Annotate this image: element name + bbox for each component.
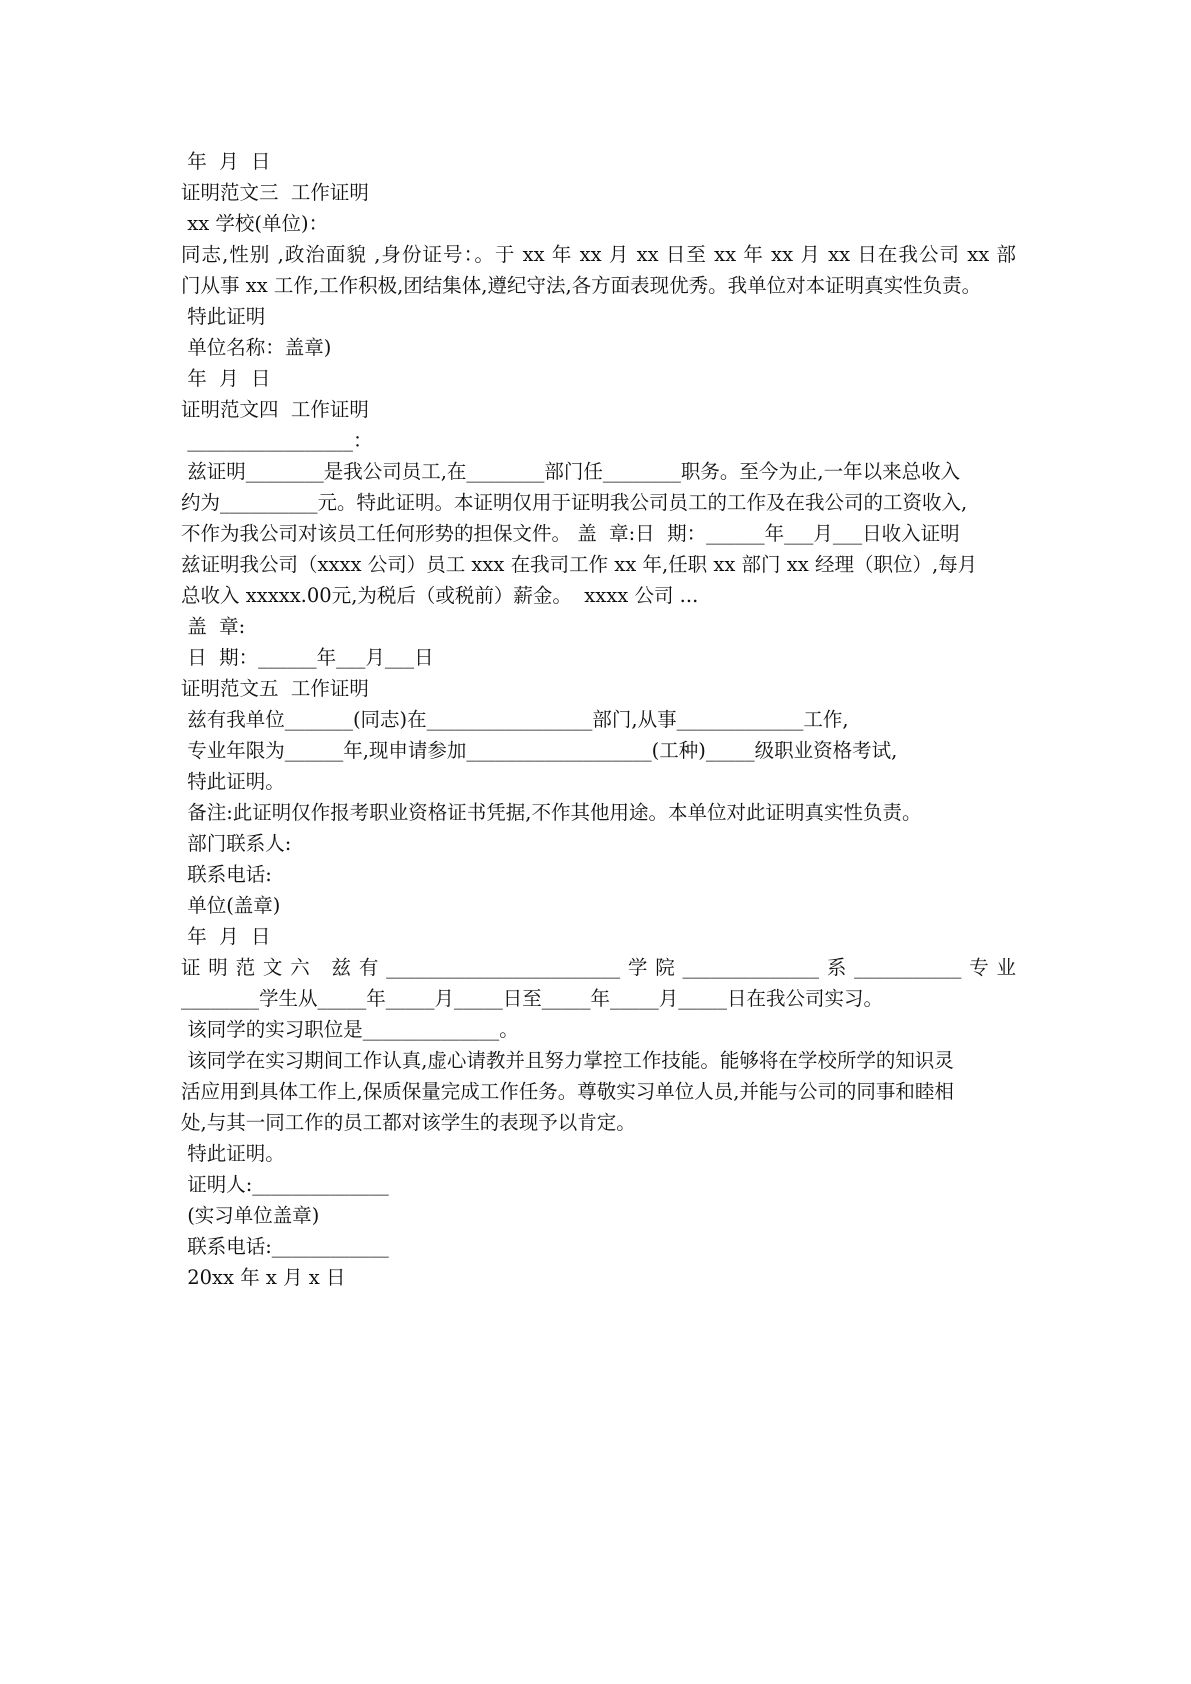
closing-line: 特此证明 <box>181 305 266 328</box>
document-body <box>181 146 1016 1293</box>
paragraph-line: 专业年限为______年,现申请参加___________________(工种)_____级职业资格考试, <box>181 739 898 762</box>
date-line: 年 月 日 <box>181 150 271 173</box>
paragraph-line: 门从事 xx 工作,工作积极,团结集体,遵纪守法,各方面表现优秀。我单位对本证明真实性负责。 <box>181 274 982 297</box>
note-line: 备注:此证明仅作报考职业资格证书凭据,不作其他用途。本单位对此证明真实性负责。 <box>181 801 922 824</box>
date-line: 日 期：______年___月___日 <box>181 646 434 669</box>
paragraph-line: 总收入 xxxxx.00元,为税后（或税前）薪金。 xxxx 公司 ... <box>181 584 699 607</box>
contact-person-line: 部门联系人: <box>181 832 292 855</box>
signature-line: 单位名称：盖章) <box>181 336 332 359</box>
paragraph-line: 同志,性别 ,政治面貌 ,身份证号：。于 xx 年 xx 月 xx 日至 xx 年 xx 月 xx 日在我公司 xx 部 <box>181 243 1016 266</box>
date-line: 年 月 日 <box>181 367 271 390</box>
paragraph-line: 兹有我单位_______(同志)在_________________部门,从事_____________工作, <box>181 708 849 731</box>
closing-line: 特此证明。 <box>181 1142 285 1165</box>
paragraph-line: 不作为我公司对该员工任何形势的担保文件。 盖 章:日 期：______年___月___日收入证明 <box>181 522 960 545</box>
section-heading-5: 证明范文五 工作证明 <box>181 677 369 700</box>
date-line: 20xx 年 x 月 x 日 <box>181 1266 346 1289</box>
paragraph-line: 兹证明________是我公司员工,在________部门任________职务。至今为止,一年以来总收入 <box>181 460 961 483</box>
paragraph-line: 处,与其一同工作的员工都对该学生的表现予以肯定。 <box>181 1111 636 1134</box>
paragraph-line: 约为__________元。特此证明。本证明仅用于证明我公司员工的工作及在我公司的工资收入, <box>181 491 968 514</box>
seal-line: 单位(盖章) <box>181 894 281 917</box>
section-heading-4: 证明范文四 工作证明 <box>181 398 369 421</box>
addressee-line: xx 学校(单位)： <box>181 212 329 235</box>
section-heading-3: 证明范文三 工作证明 <box>181 181 369 204</box>
paragraph-line: ________学生从_____年_____月_____日至_____年_____月_____日在我公司实习。 <box>181 987 884 1010</box>
addressee-line: _________________： <box>181 429 373 452</box>
paragraph-line: 该同学的实习职位是______________。 <box>181 1018 519 1041</box>
paragraph-line: 活应用到具体工作上,保质保量完成工作任务。尊敬实习单位人员,并能与公司的同事和睦相 <box>181 1080 954 1103</box>
section-heading-6: 证明范文六 兹有________________________学院______________系___________专业 <box>181 956 1016 979</box>
seal-line: (实习单位盖章) <box>181 1204 320 1227</box>
contact-phone-line: 联系电话: <box>181 863 272 886</box>
closing-line: 特此证明。 <box>181 770 285 793</box>
seal-line: 盖 章: <box>181 615 246 638</box>
paragraph-line: 兹证明我公司（xxxx 公司）员工 xxx 在我司工作 xx 年,任职 xx 部门 xx 经理（职位）,每月 <box>181 553 978 576</box>
certifier-line: 证明人:______________ <box>181 1173 389 1196</box>
paragraph-line: 该同学在实习期间工作认真,虚心请教并且努力掌控工作技能。能够将在学校所学的知识灵 <box>181 1049 954 1072</box>
date-line: 年 月 日 <box>181 925 271 948</box>
contact-phone-line: 联系电话:____________ <box>181 1235 389 1258</box>
